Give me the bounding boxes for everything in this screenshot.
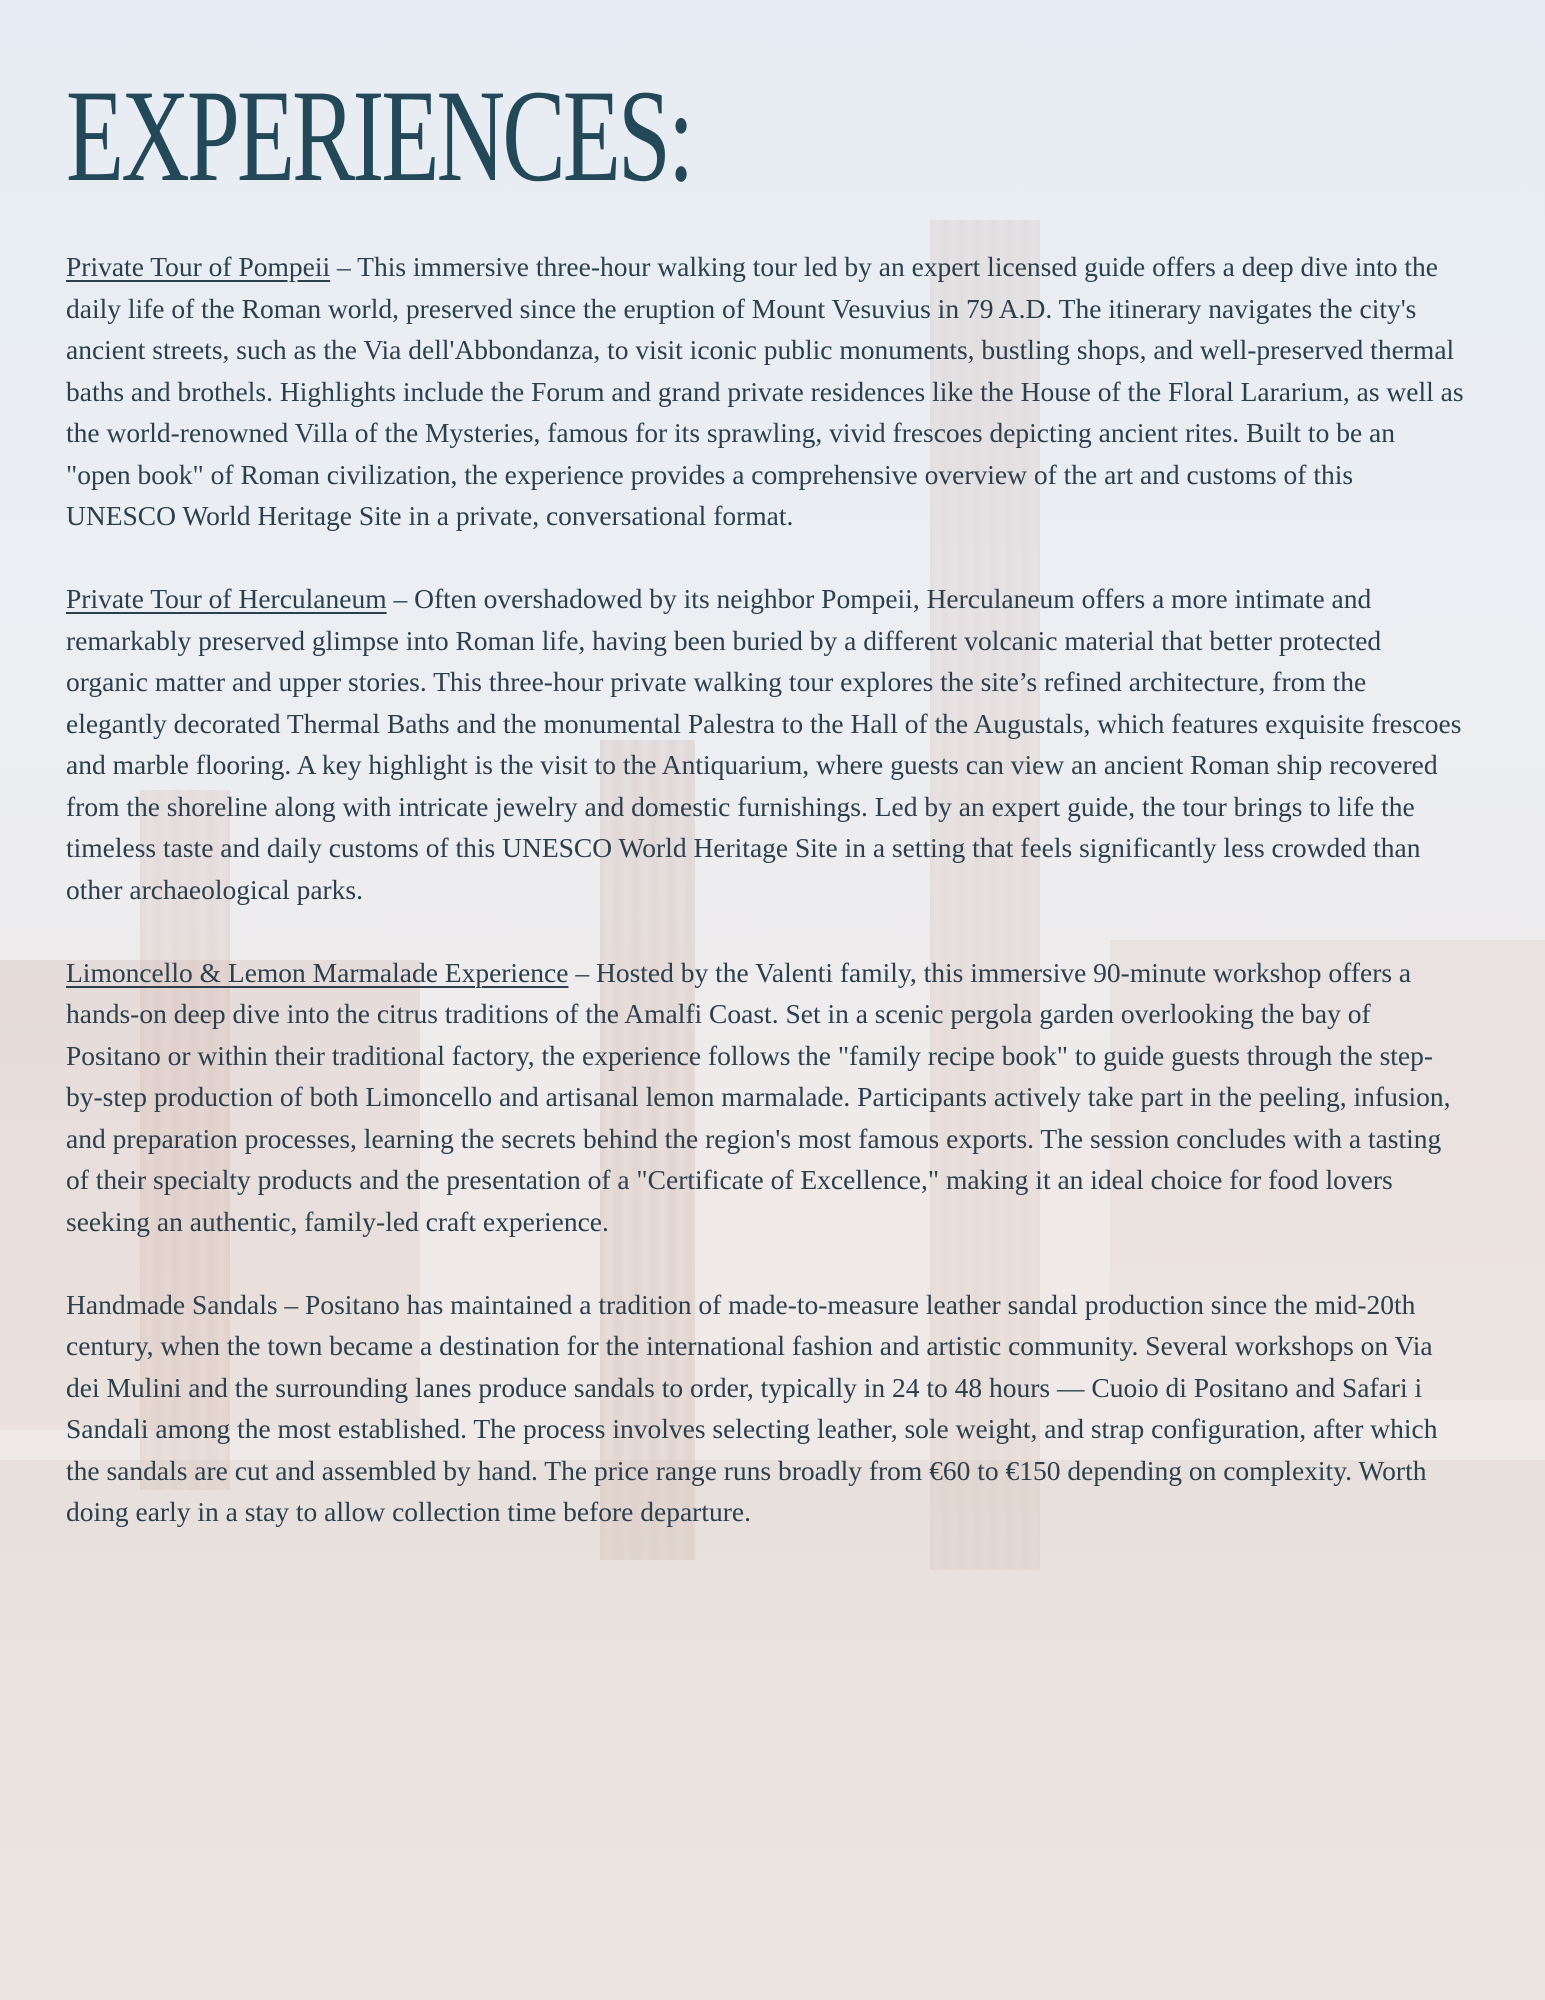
title-separator: –	[568, 956, 596, 988]
experience-pompeii	[66, 246, 1466, 537]
experience-title-link[interactable]: Private Tour of Herculaneum	[66, 583, 387, 614]
title-separator: –	[386, 583, 415, 614]
page-title: EXPERIENCES:	[66, 62, 692, 209]
ruin-ground	[0, 1460, 1545, 2000]
document-content	[66, 62, 1466, 1533]
experience-description: Positano has maintained a tradition of made-to-measure leather sandal production since the mid-20th century, when the town became a destination for the international fashion and artistic community. Several workshops on Via dei Mulini and the surrounding lanes produce sandals to order, typically in 24 to 48 hours — Cuoio di Positano and Safari i Sandali among the most established. The process involves selecting leather, sole weight, and strap configuration, after which the sandals are cut and assembled by hand. The price range runs broadly from €60 to €150 depending on complexity. Worth doing early in a stay to allow collection time before departure.	[66, 1288, 1438, 1527]
title-separator: –	[277, 1288, 306, 1320]
experience-description: Hosted by the Valenti family, this immersive 90-minute workshop offers a hands-on deep dive into the citrus traditions of the Amalfi Coast. Set in a scenic pergola garden overlooking the bay of Positano or within their traditional factory, the experience follows the "family recipe book" to guide guests through the step-by-step production of both Limoncello and artisanal lemon marmalade. Participants actively take part in the peeling, infusion, and preparation processes, learning the secrets behind the region's most famous exports. The session concludes with a tasting of their specialty products and the presentation of a "Certificate of Excellence," making it an ideal choice for food lovers seeking an authentic, family-led craft experience.	[66, 956, 1451, 1237]
experience-description: This immersive three-hour walking tour led by an expert licensed guide offers a deep dive into the daily life of the Roman world, preserved since the eruption of Mount Vesuvius in 79 A.D. The itinerary navigates the city's ancient streets, such as the Via dell'Abbondanza, to visit iconic public monuments, bustling shops, and well-preserved thermal baths and brothels. Highlights include the Forum and grand private residences like the House of the Floral Lararium, as well as the world-renowned Villa of the Mysteries, famous for its sprawling, vivid frescoes depicting ancient rites. Built to be an "open book" of Roman civilization, the experience provides a comprehensive overview of the art and customs of this UNESCO World Heritage Site in a private, conversational format.	[66, 251, 1464, 531]
experience-title: Handmade Sandals	[66, 1288, 278, 1320]
experience-sandals	[66, 1284, 1466, 1533]
experience-title-link[interactable]: Limoncello & Lemon Marmalade Experience	[66, 956, 569, 988]
experience-limoncello	[66, 952, 1466, 1243]
experience-title-link[interactable]: Private Tour of Pompeii	[66, 251, 331, 282]
experience-description: Often overshadowed by its neighbor Pompeii, Herculaneum offers a more intimate and remarkably preserved glimpse into Roman life, having been buried by a different volcanic material that better protected organic matter and upper stories. This three-hour private walking tour explores the site’s refined architecture, from the elegantly decorated Thermal Baths and the monumental Palestra to the Hall of the Augustals, which features exquisite frescoes and marble flooring. A key highlight is the visit to the Antiquarium, where guests can view an ancient Roman ship recovered from the shoreline along with intricate jewelry and domestic furnishings. Led by an expert guide, the tour brings to life the timeless taste and daily customs of this UNESCO World Heritage Site in a setting that feels significantly less crowded than other archaeological parks.	[66, 583, 1462, 905]
title-separator: –	[330, 251, 358, 282]
experience-herculaneum	[66, 578, 1466, 910]
